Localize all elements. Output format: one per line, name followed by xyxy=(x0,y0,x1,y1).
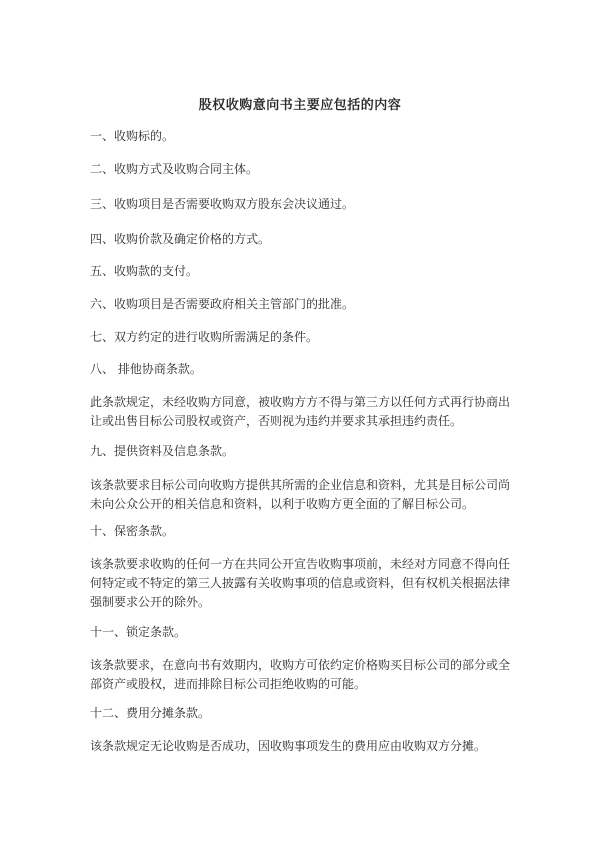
item-7: 七、双方约定的进行收购所需满足的条件。 xyxy=(90,330,319,344)
item-2: 二、收购方式及收购合同主体。 xyxy=(90,162,259,176)
document-title: 股权收购意向书主要应包括的内容 xyxy=(198,98,402,113)
clause-10-heading: 十、保密条款。 xyxy=(90,524,175,538)
item-8: 八、 排他协商条款。 xyxy=(90,362,202,376)
clause-12-heading: 十二、费用分摊条款。 xyxy=(90,706,211,720)
clause-10-text: 该条款要求收购的任何一方在共同公开宣告收购事项前，未经对方同意不得向任何特定或不特定的第三人披露有关收购事项的信息或资料，但有权机关根据法律强制要求公开的除外。 xyxy=(90,557,511,609)
clause-8-text: 此条款规定，未经收购方同意，被收购方方不得与第三方以任何方式再行协商出让或出售目标公司股权或资产，否则视为违约并要求其承担违约责任。 xyxy=(90,395,511,428)
clause-11-heading: 十一、锁定条款。 xyxy=(90,625,187,639)
item-5: 五、收购款的支付。 xyxy=(90,264,199,278)
clause-11-text: 该条款要求，在意向书有效期内，收购方可依约定价格购买目标公司的部分或全部资产或股权，进而排除目标公司拒绝收购的可能。 xyxy=(90,658,511,691)
item-3: 三、收购项目是否需要收购双方股东会决议通过。 xyxy=(90,197,355,211)
item-4: 四、收购价款及确定价格的方式。 xyxy=(90,232,271,246)
clause-12-text: 该条款规定无论收购是否成功，因收购事项发生的费用应由收购双方分摊。 xyxy=(90,739,487,753)
clause-9-heading: 九、提供资料及信息条款。 xyxy=(90,444,235,458)
item-6: 六、收购项目是否需要政府相关主管部门的批准。 xyxy=(90,297,355,311)
clause-9-text: 该条款要求目标公司向收购方提供其所需的企业信息和资料，尤其是目标公司尚未向公众公开的相关信息和资料，以利于收购方更全面的了解目标公司。 xyxy=(90,478,511,511)
item-1: 一、收购标的。 xyxy=(90,129,175,143)
